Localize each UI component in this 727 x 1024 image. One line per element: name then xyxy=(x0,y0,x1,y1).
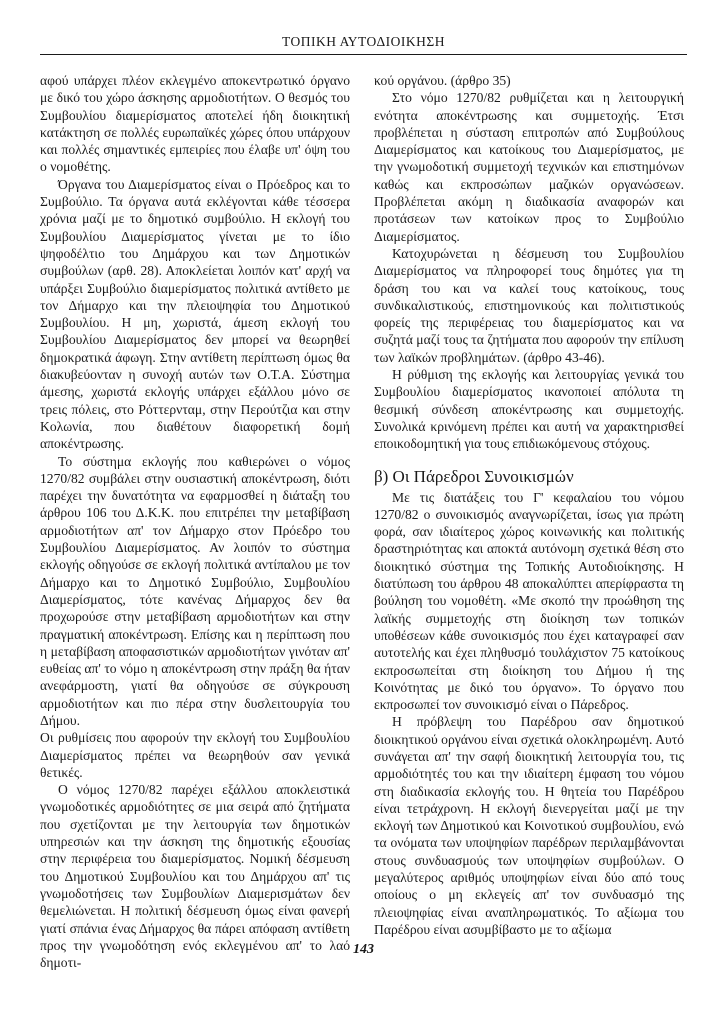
paragraph: Οι ρυθμίσεις που αφορούν την εκλογή του Συμβουλίου Διαμερίσματος πρέπει να θεωρηθούν σαν γενικά θετικές. xyxy=(40,730,350,780)
paragraph: Ο νόμος 1270/82 παρέχει εξάλλου αποκλειστικά γνωμοδοτικές αρμοδιότητες σε μια σειρά από ζητήματα που σχετίζονται με την λειτουργία των δημοτικών υπηρεσιών και την άσκηση της δημοτικής εξουσίας στην περιφέρεια του διαμερίσματος. Νομική δέσμευση του Δημοτικού Συμβουλίου και του Δημάρχου απ' τις γνωμοδοτήσεις των Συμβουλίων Διαμερισμάτων δεν θεμελιώνεται. Η πολιτική δέσμευση όμως είναι φανερή γιατί σπάνια ένας Δήμαρχος θα πάρει απόφαση αντίθετη προς την γνωμοδότηση ενός εκλεγμένου απ' το λαό δημοτι- xyxy=(40,782,350,971)
paragraph: κού οργάνου. (άρθρο 35) xyxy=(374,73,511,88)
section-heading: β) Οι Πάρεδροι Συνοικισμών xyxy=(374,466,574,486)
right-column xyxy=(374,72,684,938)
paragraph: Στο νόμο 1270/82 ρυθμίζεται και η λειτουργική ενότητα αποκέντρωσης και συμμετοχής. Έτσι προβλέπεται η σύσταση επιτροπών από Συμβούλους Διαμερίσματος και κατοίκους του Διαμερίσματος, με την γνωμοδοτική συμμετοχή τεχνικών και επιστημόνων καθώς και εκπροσώπων μαζικών οργανώσεων. Προβλέπεται ακόμη η διαδικασία αναφορών και προτάσεων των κατοίκων προς το Συμβούλιο Διαμερίσματος. xyxy=(374,90,684,244)
paragraph: Η ρύθμιση της εκλογής και λειτουργίας γενικά του Συμβουλίου διαμερίσματος ικανοποιεί απόλυτα τη θεσμική σύνδεση αποκέντρωσης και συμμετοχής. Συνολικά κρινόμενη πρέπει και αυτή να χαρακτηρισθεί εποικοδομητική για τους επιδιωκόμενους στόχους. xyxy=(374,367,684,452)
paragraph: Όργανα του Διαμερίσματος είναι ο Πρόεδρος και το Συμβούλιο. Τα όργανα αυτά εκλέγονται κάθε τέσσερα χρόνια μαζί με το δημοτικό συμβούλιο. Η εκλογή του Συμβουλίου Διαμερίσματος γίνεται με το ίδιο ψηφοδέλτιο του Δημάρχου και των Δημοτικών συμβούλων (αρθ. 28). Αποκλείεται λοιπόν κατ' αρχή να υπάρξει Συμβούλιο διαμερίσματος πολιτικά αντίθετο με τον Δήμαρχο και την πλειοψηφία του Δημοτικού Συμβουλίου. Η μη, χωριστά, άμεση εκλογή του Συμβουλίου Διαμερίσματος δεν μπορεί να θεωρηθεί δημοκρατικά άφωγη. Στην αντίθετη περίπτωση όμως θα διακυβεύονταν η συνοχή αυτών των Ο.Τ.Α. Σύστημα άμεσης, χωριστά εκλογής υπάρχει εξάλλου μόνο σε τρεις πόλεις, στο Ρόττερνταμ, στην Περούτζια και στην Κολωνία, που διαθέτουν διαφορετική δομή αποκέντρωσης. xyxy=(40,176,350,452)
paragraph: Η πρόβλεψη του Παρέδρου σαν δημοτικού διοικητικού οργάνου είναι σχετικά ολοκληρωμένη. Αυτό συνάγεται απ' την σαφή διοικητική λειτουργία του, τις αρμοδιότητές του και την ιδιαίτερη έμφαση του νόμου στη διαδικασία εκλογής του. Η θητεία του Παρέδρου είναι τετράχρονη. Η εκλογή διενεργείται μαζί με την εκλογή των Δημοτικού και Κοινοτικού συμβουλίου, ενώ τα ονόματα των υποψηφίων παρέδρων περιλαμβάνονται στους συνδυασμούς των υποψηφίων συμβούλων. Ο μεγαλύτερος αριθμός υποψηφίων είναι δύο από τους οποίους ο μη εκλεγείς απ' τον συνδυασμό της πλειοψηφίας είναι αναπληρωματικός. Το αξίωμα του Παρέδρου είναι ασυμβίβαστο με το αξίωμα xyxy=(374,714,684,937)
left-column xyxy=(40,72,350,971)
paragraph: Το σύστημα εκλογής που καθιερώνει ο νόμος 1270/82 συμβάλει στην ουσιαστική αποκέντρωση, διότι παρέχει την δυνατότητα να εφαρμοσθεί η διάταξη του άρθρου 106 του Δ.Κ.Κ. που επιτρέπει την μεταβίβαση αρμοδιοτήτων απ' τον Δήμαρχο στον Πρόεδρο του Συμβουλίου Διαμερίσματος. Αν λοιπόν το σύστημα εκλογής οδηγούσε σε εκλογή πολιτικά αντίπαλου με τον Δήμαρχο και το Δημοτικό Συμβούλιο, Συμβουλίου Διαμερίσματος, τότε κανένας Δήμαρχος δεν θα προχωρούσε στην μεταβίβαση αρμοδιοτήτων και στην πραγματική αποκέντρωση. Επίσης και η περίπτωση που η μεταβίβαση αποφασιστικών αρμοδιοτήτων γινόταν απ' ευθείας απ' το νόμο η αποκέντρωση στην πράξη θα ήταν ανεφάρμοστη, γιατί θα οδηγούσε σε σύγκρουση αρμοδιοτήτων και πιο πέρα στην δυσλειτουργία του Δήμου. xyxy=(40,453,350,728)
paragraph: αφού υπάρχει πλέον εκλεγμένο αποκεντρωτικό όργανο με δικό του χώρο άσκησης αρμοδιοτήτων. Ο θεσμός του Συμβουλίου διαμερίσματος αποτελεί ήδη διοικητική κατάκτηση σε πολλές ευρωπαϊκές χώρες όπου υπάρχουν και πολλές σημαντικές εμπειρίες που έλαβε υπ' όψη του ο νομοθέτης. xyxy=(40,73,350,175)
running-header: ΤΟΠΙΚΗ ΑΥΤΟΔΙΟΙΚΗΣΗ xyxy=(40,34,687,55)
page-number: 143 xyxy=(353,942,374,957)
paragraph: Κατοχυρώνεται η δέσμευση του Συμβουλίου Διαμερίσματος να πληροφορεί τους δημότες για τη δράση του και να καλεί τους κατοίκους, τους συνδικαλιστικούς, επιστημονικούς και πολιτιστικούς φορείς της περιφέρειας του διαμερίσματος και να συζητά μαζί τους τα ζητήματα που αφορούν την επίλυση των λαϊκών προβλημάτων. (άρθρο 43-46). xyxy=(374,245,684,365)
paragraph: Με τις διατάξεις του Γ' κεφαλαίου του νόμου 1270/82 ο συνοικισμός αναγνωρίζεται, ίσως για πρώτη φορά, σαν ιδιαίτερος χώρος κοινωνικής και πολιτικής δραστηριότητας και αποκτά αυτόνομη σχετικά θέση στο διοικητικό σύστημα της Τοπικής Αυτοδιοίκησης. Η διατύπωση του άρθρου 48 αποκαλύπτει απερίφραστα τη βούληση του νομοθέτη. «Με σκοπό την προώθηση της λαϊκής συμμετοχής στη διοίκηση των τοπικών υποθέσεων κάθε συνοικισμός που έχει καταγραφεί σαν αυτοτελής και έχει πληθυσμό τουλάχιστον 75 κατοίκους εκπροσωπείται στη διοίκηση του Δήμου ή της Κοινότητας με δικό του όργανο». Το όργανο που εκπροσωπεί τον συνοικισμό είναι ο Πάρεδρος. xyxy=(374,489,684,713)
